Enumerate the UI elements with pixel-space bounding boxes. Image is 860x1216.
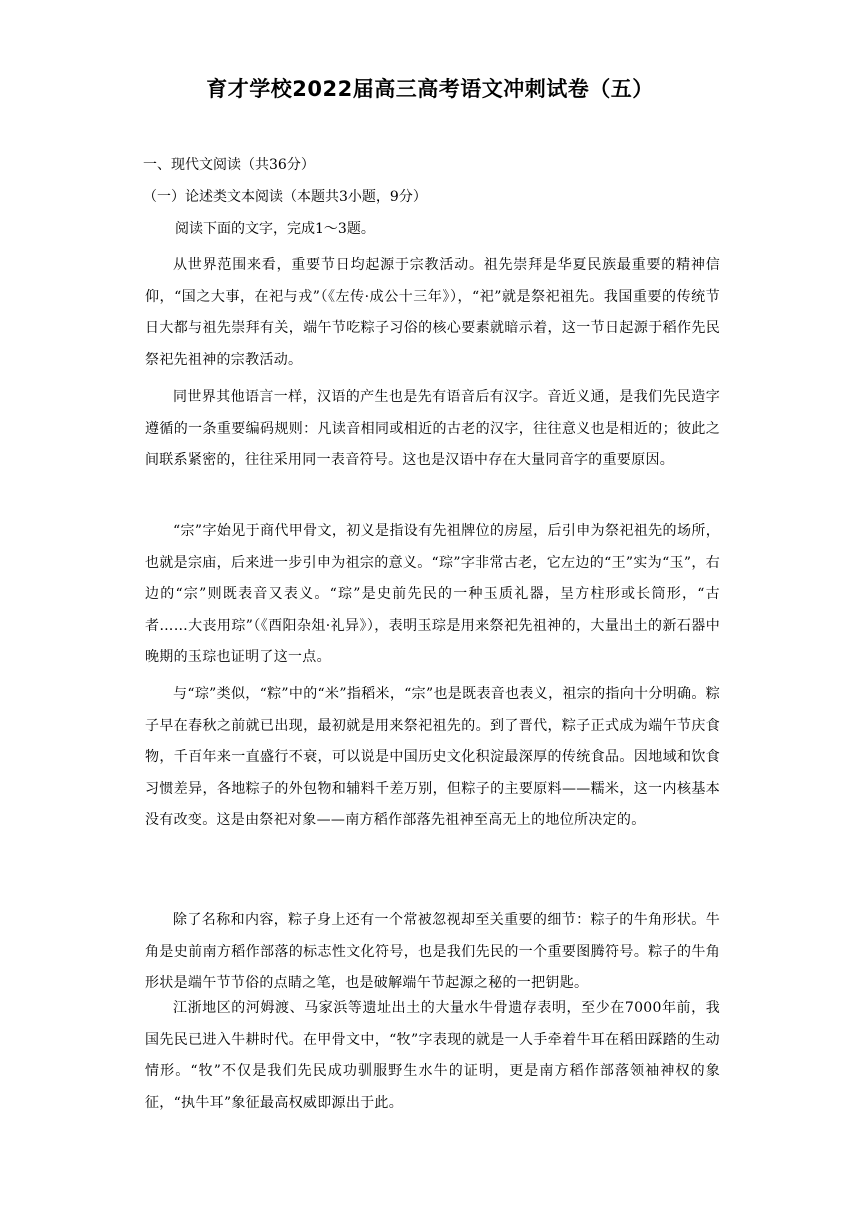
reading-instruction: 阅读下面的文字，完成1～3题。 [175,221,375,237]
paragraph-5: 除了名称和内容，粽子身上还有一个常被忽视却至关重要的细节：粽子的牛角形状。牛角是史前南方稻作部落的标志性文化符号，也是我们先民的一个重要图腾符号。粽子的牛角形状是端午节节俗的点睛之笔，也是破解端午节起源之秘的一把钥匙。 [145,912,720,991]
paragraph-3: “宗”字始见于商代甲骨文，初义是指设有先祖牌位的房屋，后引申为祭祀祖先的场所，也就是宗庙，后来进一步引申为祖宗的意义。“琮”字非常古老，它左边的“王”实为“玉”，右边的“宗”则既表音又表义。“琮”是史前先民的一种玉质礼器，呈方柱形或长筒形，“古者……大丧用琮”（《酉阳杂俎·礼异》），表明玉琮是用来祭祀先祖神的，大量出土的新石器中晚期的玉琮也证明了这一点。 [145,523,720,665]
paragraph-2: 同世界其他语言一样，汉语的产生也是先有语音后有汉字。音近义通，是我们先民造字遵循的一条重要编码规则：凡读音相同或相近的古老的汉字，往往意义也是相近的；彼此之间联系紧密的，往往采用同一表音符号。这也是汉语中存在大量同音字的重要原因。 [145,389,720,468]
paragraph-4: 与“琮”类似，“粽”中的“米”指稻米，“宗”也是既表音也表义，祖宗的指向十分明确。粽子早在春秋之前就已出现，最初就是用来祭祀祖先的。到了晋代，粽子正式成为端午节庆食物，千百年来一直盛行不衰，可以说是中国历史文化积淀最深厚的传统食品。因地域和饮食习惯差异，各地粽子的外包物和辅料千差万别，但粽子的主要原料——糯米，这一内核基本没有改变。这是由祭祀对象——南方稻作部落先祖神至高无上的地位所决定的。 [145,686,720,828]
paragraph-1: 从世界范围来看，重要节日均起源于宗教活动。祖先崇拜是华夏民族最重要的精神信仰，“国之大事，在祀与戎”（《左传·成公十三年》），“祀”就是祭祀祖先。我国重要的传统节日大都与祖先崇拜有关，端午节吃粽子习俗的核心要素就暗示着，这一节日起源于稻作先民祭祀先祖神的宗教活动。 [145,257,720,368]
subsection-heading-argumentative: （一）论述类文本阅读（本题共3小题，9分） [143,189,427,205]
paragraph-6: 江浙地区的河姆渡、马家浜等遗址出土的大量水牛骨遗存表明，至少在7000年前，我国先民已进入牛耕时代。在甲骨文中，“牧”字表现的就是一人手牵着牛耳在稻田踩踏的生动情形。“牧”不仅是我们先民成功驯服野生水牛的证明，更是南方稻作部落领袖神权的象征，“执牛耳”象征最高权威即源出于此。 [145,1000,720,1111]
section-heading-modern-reading: 一、现代文阅读（共36分） [143,157,315,173]
exam-title: 育才学校2022届高三高考语文冲刺试卷（五） [206,77,654,101]
